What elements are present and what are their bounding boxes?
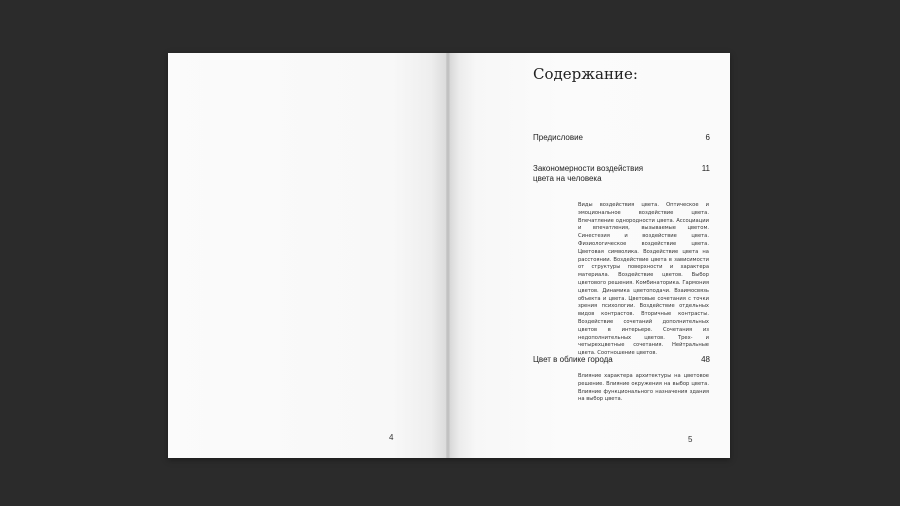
left-page [168, 53, 448, 458]
open-book [168, 53, 730, 458]
toc-entry-page: 6 [705, 133, 710, 142]
book-gutter [446, 53, 450, 458]
right-page-number: 5 [688, 435, 693, 444]
toc-entry-title: Закономерности воздействия цвета на человека [533, 164, 644, 183]
toc-entry-description: Влияние характера архитектуры на цветовое решение. Влияние окружения на выбор цвета. Влияние функционального назначения здания на выбор цвета. [578, 373, 709, 403]
toc-entry-title: Цвет в облике города [533, 355, 613, 364]
toc-title: Содержание: [533, 65, 638, 83]
left-page-number: 4 [389, 433, 394, 442]
toc-entry-description: Виды воздействия цвета. Оптическое и эмоциональное воздействие цвета. Впечатление однородности цвета. Ассоциации и впечатления, вызываемые цветом. Синестезия и воздействие цвета. Физиологическое воздействие цвета. Цветовая символика. Воздействие цвета на расстоянии. Воздействие цвета в зависимости от структуры поверхности и характера материала. Воздействие цветов. Выбор цветового решения. Комбинаторика. Гармония цветов. Динамика цветоподачи. Взаимосвязь объекта и цвета. Цветовые сочетания с точки зрения психологии. Воздействие отдельных видов контрастов. Вторичные контрасты. Воздействие сочетаний дополнительных цветов в интерьере. Сочетания из недополнительных цветов. Трех- и четырехцветные сочетания. Нейтральные цвета. Соотношение цветов. [578, 202, 709, 357]
toc-entry-title: Предисловие [533, 133, 583, 142]
toc-entry-page: 48 [701, 355, 710, 364]
toc-entry-page: 11 [701, 164, 710, 173]
